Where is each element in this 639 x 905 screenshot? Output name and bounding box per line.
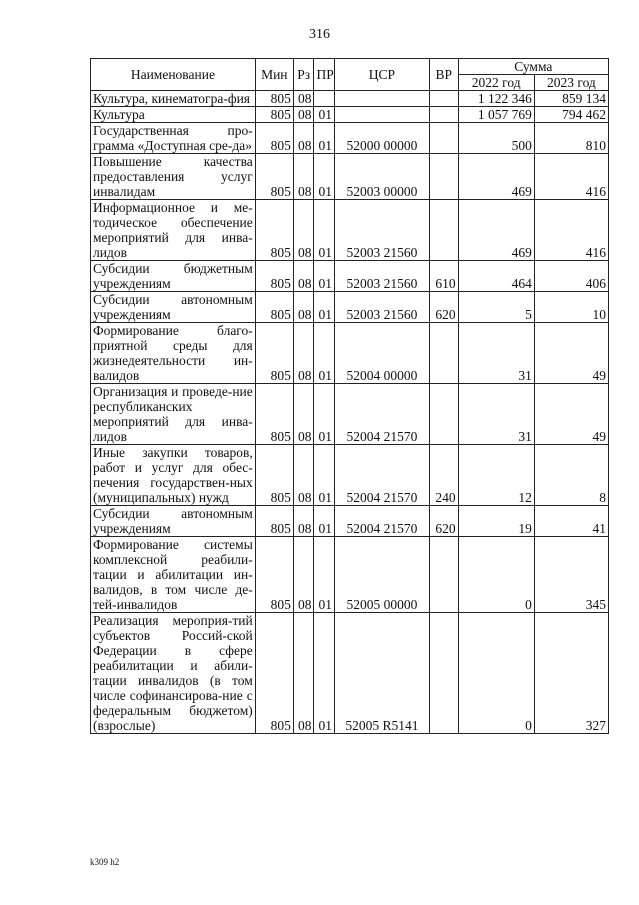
header-sum: Сумма bbox=[458, 59, 608, 75]
cell-2022: 19 bbox=[458, 506, 534, 537]
budget-table bbox=[90, 58, 609, 734]
cell-pr bbox=[314, 91, 335, 107]
cell-rz: 08 bbox=[293, 613, 314, 734]
cell-csr: 52004 00000 bbox=[335, 323, 430, 384]
cell-min: 805 bbox=[255, 123, 293, 154]
cell-pr: 01 bbox=[314, 613, 335, 734]
cell-min: 805 bbox=[255, 261, 293, 292]
cell-2023: 406 bbox=[534, 261, 608, 292]
header-year-2022: 2022 год bbox=[458, 75, 534, 91]
cell-pr: 01 bbox=[314, 384, 335, 445]
cell-name: Государственная про-грамма «Доступная сре-да» bbox=[91, 123, 256, 154]
header-name: Наименование bbox=[91, 59, 256, 91]
cell-rz: 08 bbox=[293, 107, 314, 123]
cell-min: 805 bbox=[255, 91, 293, 107]
cell-vr bbox=[429, 200, 458, 261]
cell-name: Культура, кинематогра-фия bbox=[91, 91, 256, 107]
table-row bbox=[91, 200, 609, 261]
cell-vr: 610 bbox=[429, 261, 458, 292]
cell-2023: 327 bbox=[534, 613, 608, 734]
cell-csr: 52000 00000 bbox=[335, 123, 430, 154]
cell-pr: 01 bbox=[314, 506, 335, 537]
cell-vr: 620 bbox=[429, 292, 458, 323]
cell-name: Повышение качества предоставления услуг инвалидам bbox=[91, 154, 256, 200]
cell-csr: 52005 00000 bbox=[335, 537, 430, 613]
table-header bbox=[91, 59, 609, 91]
cell-2022: 5 bbox=[458, 292, 534, 323]
page-number: 316 bbox=[309, 27, 330, 42]
cell-csr: 52003 21560 bbox=[335, 261, 430, 292]
table-row bbox=[91, 537, 609, 613]
cell-2023: 345 bbox=[534, 537, 608, 613]
table-row bbox=[91, 261, 609, 292]
cell-vr bbox=[429, 154, 458, 200]
cell-pr: 01 bbox=[314, 123, 335, 154]
cell-rz: 08 bbox=[293, 91, 314, 107]
cell-2023: 49 bbox=[534, 384, 608, 445]
table-body bbox=[91, 91, 609, 734]
cell-rz: 08 bbox=[293, 292, 314, 323]
cell-2022: 31 bbox=[458, 323, 534, 384]
cell-name: Субсидии автономным учреждениям bbox=[91, 506, 256, 537]
cell-min: 805 bbox=[255, 506, 293, 537]
cell-2023: 794 462 bbox=[534, 107, 608, 123]
cell-name: Формирование системы комплексной реабили-тации и абилитации ин-валидов, в том числе де-тей-инвалидов bbox=[91, 537, 256, 613]
cell-2022: 0 bbox=[458, 613, 534, 734]
cell-2022: 1 122 346 bbox=[458, 91, 534, 107]
cell-name: Культура bbox=[91, 107, 256, 123]
header-pr: ПР bbox=[314, 59, 335, 91]
header-rz: Рз bbox=[293, 59, 314, 91]
table-row bbox=[91, 323, 609, 384]
cell-name: Реализация мероприя-тий субъектов Россий-ской Федерации в сфере реабилитации и абили-тации инвалидов (в том числе софинансирова-ние с федеральным бюджетом) (взрослые) bbox=[91, 613, 256, 734]
cell-rz: 08 bbox=[293, 123, 314, 154]
header-min: Мин bbox=[255, 59, 293, 91]
cell-2022: 12 bbox=[458, 445, 534, 506]
cell-pr: 01 bbox=[314, 445, 335, 506]
table-row bbox=[91, 384, 609, 445]
cell-2023: 41 bbox=[534, 506, 608, 537]
cell-vr bbox=[429, 323, 458, 384]
cell-min: 805 bbox=[255, 154, 293, 200]
table-row bbox=[91, 292, 609, 323]
cell-vr: 240 bbox=[429, 445, 458, 506]
header-vr: ВР bbox=[429, 59, 458, 91]
cell-rz: 08 bbox=[293, 200, 314, 261]
cell-2023: 49 bbox=[534, 323, 608, 384]
cell-pr: 01 bbox=[314, 107, 335, 123]
footer-code: k309 h2 bbox=[90, 857, 120, 867]
cell-rz: 08 bbox=[293, 261, 314, 292]
table-row bbox=[91, 506, 609, 537]
cell-csr: 52004 21570 bbox=[335, 445, 430, 506]
cell-csr: 52003 00000 bbox=[335, 154, 430, 200]
cell-vr bbox=[429, 123, 458, 154]
cell-rz: 08 bbox=[293, 537, 314, 613]
cell-vr: 620 bbox=[429, 506, 458, 537]
table-row bbox=[91, 154, 609, 200]
cell-pr: 01 bbox=[314, 323, 335, 384]
cell-rz: 08 bbox=[293, 154, 314, 200]
cell-min: 805 bbox=[255, 200, 293, 261]
table-row bbox=[91, 123, 609, 154]
cell-min: 805 bbox=[255, 107, 293, 123]
cell-name: Иные закупки товаров, работ и услуг для обес-печения государствен-ных (муниципальных) нужд bbox=[91, 445, 256, 506]
cell-csr: 52004 21570 bbox=[335, 384, 430, 445]
cell-vr bbox=[429, 384, 458, 445]
cell-rz: 08 bbox=[293, 445, 314, 506]
cell-name: Информационное и ме-тодическое обеспечение мероприятий для инва-лидов bbox=[91, 200, 256, 261]
cell-csr: 52003 21560 bbox=[335, 200, 430, 261]
cell-2023: 8 bbox=[534, 445, 608, 506]
header-csr: ЦСР bbox=[335, 59, 430, 91]
cell-2023: 859 134 bbox=[534, 91, 608, 107]
cell-2022: 31 bbox=[458, 384, 534, 445]
cell-pr: 01 bbox=[314, 200, 335, 261]
cell-min: 805 bbox=[255, 323, 293, 384]
cell-vr bbox=[429, 613, 458, 734]
cell-rz: 08 bbox=[293, 506, 314, 537]
cell-min: 805 bbox=[255, 537, 293, 613]
cell-rz: 08 bbox=[293, 323, 314, 384]
cell-csr: 52005 R5141 bbox=[335, 613, 430, 734]
cell-pr: 01 bbox=[314, 537, 335, 613]
cell-2022: 1 057 769 bbox=[458, 107, 534, 123]
cell-name: Организация и проведе-ние республиканских мероприятий для инва-лидов bbox=[91, 384, 256, 445]
cell-2023: 416 bbox=[534, 200, 608, 261]
cell-2023: 416 bbox=[534, 154, 608, 200]
cell-2022: 469 bbox=[458, 200, 534, 261]
cell-csr: 52004 21570 bbox=[335, 506, 430, 537]
table-row bbox=[91, 613, 609, 734]
cell-name: Субсидии автономным учреждениям bbox=[91, 292, 256, 323]
cell-pr: 01 bbox=[314, 261, 335, 292]
cell-2022: 469 bbox=[458, 154, 534, 200]
table-row bbox=[91, 445, 609, 506]
cell-2023: 810 bbox=[534, 123, 608, 154]
cell-rz: 08 bbox=[293, 384, 314, 445]
cell-name: Формирование благо-приятной среды для жизнедеятельности ин-валидов bbox=[91, 323, 256, 384]
cell-min: 805 bbox=[255, 292, 293, 323]
cell-csr: 52003 21560 bbox=[335, 292, 430, 323]
cell-csr bbox=[335, 91, 430, 107]
header-year-2023: 2023 год bbox=[534, 75, 608, 91]
cell-min: 805 bbox=[255, 384, 293, 445]
cell-pr: 01 bbox=[314, 154, 335, 200]
cell-2022: 464 bbox=[458, 261, 534, 292]
cell-2023: 10 bbox=[534, 292, 608, 323]
cell-vr bbox=[429, 91, 458, 107]
cell-vr bbox=[429, 537, 458, 613]
cell-vr bbox=[429, 107, 458, 123]
table-row bbox=[91, 91, 609, 107]
cell-pr: 01 bbox=[314, 292, 335, 323]
cell-2022: 0 bbox=[458, 537, 534, 613]
cell-min: 805 bbox=[255, 445, 293, 506]
table-row bbox=[91, 107, 609, 123]
cell-name: Субсидии бюджетным учреждениям bbox=[91, 261, 256, 292]
cell-csr bbox=[335, 107, 430, 123]
cell-2022: 500 bbox=[458, 123, 534, 154]
cell-min: 805 bbox=[255, 613, 293, 734]
